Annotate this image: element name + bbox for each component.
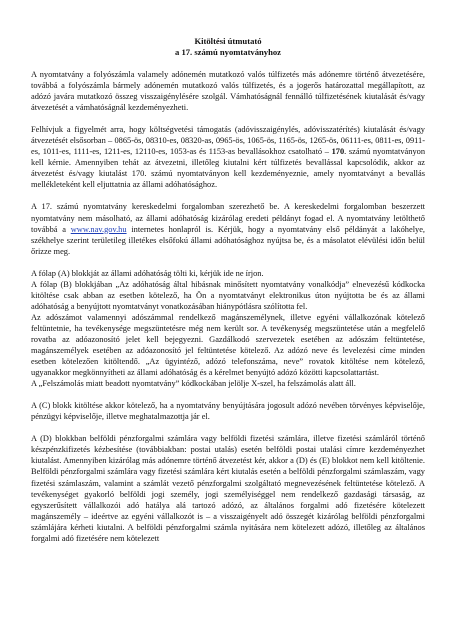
paragraph-tax-number: Az adószámot valamennyi adószámmal rendelkező magánszemélynek, illetve egyéni vállalkozónak kötelező feltüntetnie, ha tevékenysége megszüntetésre még nem került sor. A tevékenység megszüntetése után a megfelelő rovatba az adóazonosító jelet kell bejegyezni. Gazdálkodó szervezetek esetében az adószám feltüntetése, magánszemélyek esetében az adóazonosító jel feltüntetése kötelező. Az adózó neve és levelezési címe minden esetben kötelezően kitöltendő. „Az ügyintéző, adózó telefonszáma, neve” rovatok kitöltése nem kötelező, ugyanakkor megkönnyítheti az állami adóhatóság és a kérelmet benyújtó adózó közötti kapcsolattartást. xyxy=(31,312,425,378)
document-title-line-1: Kitöltési útmutató xyxy=(194,36,262,46)
paragraph-availability-text-b: internetes honlapról is. Kérjük, hogy a nyomtatvány első példányát a lakóhelye, székhelye szerint területileg illetékes elsőfokú állami adóhatósághoz nyújtsa be, és a másolatot elévülési időn belül őrizze meg. xyxy=(31,224,426,256)
form-number-bold: 170 xyxy=(331,147,345,157)
paragraph-block-b: A fólap (B) blokkjában „Az adóhatóság által hibásnak minősített nyomtatvány vonalkódja” elnevezésű kódkocka kitöltése csak abban az esetben kötelező, ha Ön a nyomtatványt elektronikus úton nyújtotta be és az állami adóhatóság a benyújtott nyomtatványt vonatkozásában hiánypótlásra szólította fel. xyxy=(31,279,425,311)
paragraph-attention-text-b: . számú nyomtatványon kell kérnie. Amennyiben tehát az átvezetni, illetőleg kiutalni kért túlfizetés bevallással kapcsolódik, akkor az átvezetést és/vagy kiutalást 170. számú nyomtatványon kell kezdeményeznie, amely nyomtatványt a bevallás mellékleteként kell eljuttatnia az állami adóhatósághoz. xyxy=(31,147,426,190)
nav-website-link[interactable]: www.nav.gov.hu xyxy=(70,224,127,234)
document-title-line-2: a 17. számú nyomtatványhoz xyxy=(175,47,281,57)
paragraph-availability xyxy=(31,201,425,256)
paragraph-attention xyxy=(31,124,425,190)
paragraph-liquidation: A „Felszámolás miatt beadott nyomtatvány” kódkockában jelölje X-szel, ha felszámolás alatt áll. xyxy=(31,379,356,389)
paragraph-attention-text-a: Felhívjuk a figyelmét arra, hogy költségvetési támogatás (adóvisszaigénylés, adóvisszatérítés) kiutalását és/vagy átvezetését elsősorban – 0865-ös, 08310-es, 08320-as, 0965-ös, 1065-ös, 1165-ös, 1265-ös, 06111-es, 0811-es, 0911-es, 1011-es, 1111-es, 1211-es, 12110-es, 1053-as és 1153-as bevallásokhoz csatolható – xyxy=(31,125,425,157)
paragraph-block-c: A (C) blokk kitöltése akkor kötelező, ha a nyomtatvány benyújtására jogosult adózó nevében törvényes képviselője, pénzügyi képviselője, illetve meghatalmazottja jár el. xyxy=(31,401,425,422)
paragraph-block-a: A fólap (A) blokkját az állami adóhatóság tölti ki, kérjük ide ne írjon. xyxy=(31,268,264,278)
paragraph-purpose: A nyomtatvány a folyószámla valamely adónemén mutatkozó valós túlfizetés más adónemre történő átvezetésére, továbbá a folyószámla bármely adónemén mutatkozó valós túlfizetés, és a jogerős határozattal megállapított, az adózó javára mutatkozó összeg visszaigénylésére szolgál. Vámhatóságnál fennálló túlfizetésének kiutalását és/vagy átvezetését a vámhatóságnál kezdeményezheti. xyxy=(31,70,425,113)
paragraph-block-d: A (D) blokkban belföldi pénzforgalmi számlára vagy belföldi fizetési számlára, illetve fizetési számláról történő készpénzkifizetés kézbesítése (továbbiakban: postai utalás) esetén belföldi postai utalási címre kezdeményezhet kiutalást. Amennyiben kizárólag más adónemre történő átvezetést kér, akkor a (D) és (E) blokkot nem kell kitöltenie. Belföldi pénzforgalmi számlára vagy fizetési számlára kért kiutalás esetén a belföldi pénzforgalmi számlaszám, vagy fizetési számlaszám, valamint a számlát vezető pénzforgalmi szolgáltató megnevezésének feltüntetése kötelező. A tevékenységet gyakorló belföldi jogi személy, jogi személyiséggel nem rendelkező gazdasági társaság, az egyszerűsített vállalkozói adó hatálya alá tartozó adózó, az általános forgalmi adó fizetésére kötelezett magánszemély – ideértve az egyéni vállalkozót is – a visszaigényelt adó összegét kizárólag belföldi pénzforgalmi számlájára kérheti kiutalni. A belföldi pénzforgalmi számla nyitására nem kötelezett adózó, illetőleg az általános forgalmi adó fizetésére nem kötelezett xyxy=(31,434,425,543)
document-body xyxy=(31,36,425,544)
paragraph-availability-text-a: A 17. számú nyomtatvány kereskedelmi forgalomban szerezhető be. A kereskedelmi forgalomban beszerzett nyomtatvány nem másolható, az állami adóhatóság kizárólag eredeti példányt fogad el. A nyomtatvány letölthető továbbá a xyxy=(31,202,425,234)
